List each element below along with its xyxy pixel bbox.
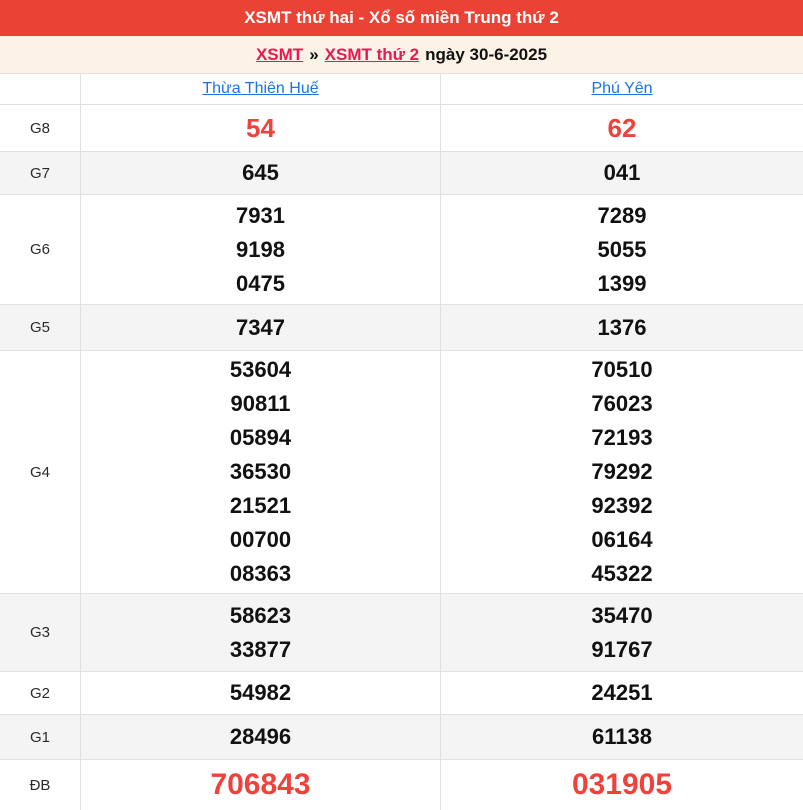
result-cell (80, 152, 440, 194)
result-number: 7347 (236, 314, 285, 340)
result-cell (80, 105, 440, 151)
table-header-row (0, 73, 803, 104)
result-cell (440, 195, 803, 304)
result-number: 53604 (229, 357, 292, 382)
result-cell (440, 351, 803, 593)
page-title: XSMT thứ hai - Xổ số miền Trung thứ 2 (244, 8, 559, 27)
result-number: 62 (607, 113, 637, 143)
result-number: 54982 (229, 680, 292, 705)
result-number: 1376 (597, 314, 647, 340)
result-number: 79292 (591, 459, 653, 484)
prize-label: G7 (29, 164, 50, 182)
prize-label: G5 (29, 319, 50, 336)
table-body (0, 104, 803, 810)
result-number: 21521 (229, 493, 292, 518)
result-number: 05894 (229, 425, 292, 450)
breadcrumb-separator: » (309, 44, 319, 64)
result-cell (80, 594, 440, 671)
result-number: 92392 (591, 493, 653, 518)
result-number: 7931 (236, 202, 285, 228)
result-number: 70510 (591, 357, 653, 382)
result-number: 706843 (210, 768, 311, 801)
result-cell (80, 195, 440, 304)
prize-row-g5 (0, 304, 803, 350)
result-cell (440, 105, 803, 151)
result-number: 90811 (230, 391, 291, 416)
result-cell (440, 760, 803, 810)
prize-row-g7 (0, 151, 803, 194)
prize-label: ĐB (29, 776, 51, 794)
result-number: 9198 (236, 236, 285, 262)
result-cell (440, 152, 803, 194)
page-header (0, 0, 803, 36)
result-number: 76023 (591, 391, 653, 416)
province-link-thua-thien-hue[interactable]: Thừa Thiên Huế (202, 80, 319, 97)
prize-column-header (0, 74, 80, 104)
result-cell (80, 672, 440, 714)
result-cell (440, 715, 803, 759)
breadcrumb-link-xsmt[interactable]: XSMT (255, 44, 304, 64)
prize-label: G8 (29, 119, 50, 137)
result-number: 08363 (229, 561, 292, 586)
province-link-phu-yen[interactable]: Phú Yên (591, 80, 653, 97)
result-cell (80, 351, 440, 593)
prize-row-g6 (0, 194, 803, 304)
breadcrumb-link-xsmt-thu-2[interactable]: XSMT thứ 2 (324, 44, 420, 64)
result-number: 36530 (229, 459, 292, 484)
result-number: 45322 (591, 561, 653, 586)
result-cell (440, 305, 803, 350)
result-number: 91767 (591, 636, 653, 662)
result-cell (440, 594, 803, 671)
prize-label: G4 (29, 463, 50, 481)
result-number: 24251 (591, 680, 653, 705)
prize-row-g8 (0, 104, 803, 151)
result-cell (440, 672, 803, 714)
result-number: 031905 (571, 768, 673, 801)
result-number: 33877 (229, 636, 292, 662)
prize-label: G3 (29, 624, 50, 641)
breadcrumb-date: ngày 30-6-2025 (425, 44, 548, 64)
column-header-thua-thien-hue (80, 74, 440, 104)
result-number: 645 (242, 160, 279, 185)
column-header-phu-yen (440, 74, 803, 104)
result-number: 7289 (597, 202, 647, 228)
prize-row-g4 (0, 350, 803, 593)
result-number: 28496 (229, 724, 292, 749)
result-number: 1399 (597, 270, 647, 296)
result-number: 61138 (592, 724, 652, 749)
result-number: 54 (246, 113, 275, 143)
prize-row-g2 (0, 671, 803, 714)
result-number: 72193 (591, 425, 653, 450)
result-number: 06164 (591, 527, 653, 552)
prize-label: G2 (29, 684, 50, 702)
prize-label: G6 (29, 241, 50, 258)
prize-row-g3 (0, 593, 803, 671)
result-number: 00700 (229, 527, 292, 552)
result-number: 58623 (229, 602, 292, 628)
breadcrumb (0, 36, 803, 73)
prize-row-g1 (0, 714, 803, 759)
result-number: 0475 (236, 270, 285, 296)
result-cell (80, 760, 440, 810)
result-number: 041 (603, 160, 641, 185)
results-table (0, 73, 803, 810)
result-cell (80, 715, 440, 759)
result-number: 5055 (597, 236, 647, 262)
prize-row-đb (0, 759, 803, 810)
prize-label: G1 (29, 728, 50, 746)
result-cell (80, 305, 440, 350)
result-number: 35470 (591, 602, 653, 628)
